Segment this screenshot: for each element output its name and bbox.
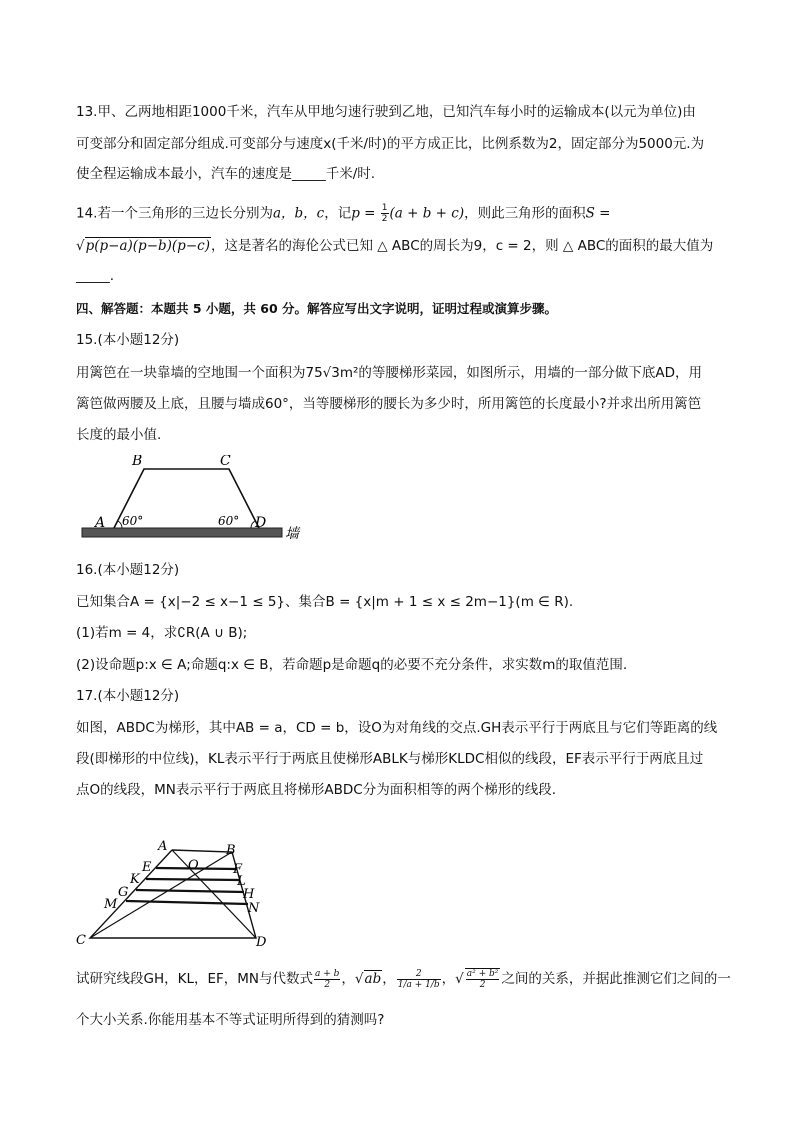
q14-s-eq: S = [585, 205, 611, 222]
q17-comma-1: ， [341, 971, 355, 987]
trapezoid-garden-figure [78, 455, 318, 550]
fig-label-E: E [142, 860, 152, 875]
q15-line-2: 篱笆做两腰及上底，且腰与墙成60°，当等腰梯形的腰长为多少时，所用篱笆的长度最小?并求出所用篱笆 [76, 396, 702, 412]
angle-right: 60° [218, 514, 240, 528]
fig-label-O: O [188, 858, 199, 873]
quadratic-mean-fraction: $\frac{\text{a² + b²}}{2}$ [466, 969, 499, 990]
fig-label-N: N [248, 901, 260, 916]
trapezoid-segments-figure [70, 838, 290, 953]
q13-line-1: 13.甲、乙两地相距1000千米，汽车从甲地匀速行驶到乙地，已知汽车每小时的运输成本(以元为单位)由 [76, 104, 696, 120]
fig-label-F: F [233, 862, 243, 877]
section-4-heading: 四、解答题：本题共 5 小题，共 60 分。解答应写出文字说明，证明过程或演算步骤。 [76, 301, 558, 316]
label-B: B [132, 455, 143, 469]
q17-line-5: 个大小关系.你能用基本不等式证明所得到的猜测吗? [76, 1012, 385, 1028]
q17-text-4e: 之间的关系，并据此推测它们之间的一 [501, 971, 731, 987]
heron-radicand: p(p−a)(p−b)(p−c) [85, 238, 210, 254]
q14-text-a: 14.若一个三角形的三边长分别为 [76, 205, 273, 222]
q15-header: 15.(本小题12分) [76, 332, 180, 348]
fig-label-D: D [256, 935, 267, 950]
q16-line-3: (2)设命题p:x ∈ A;命题q:x ∈ B，若命题p是命题q的必要不充分条件，求实数m的取值范围. [76, 657, 628, 673]
q16-line-1: 已知集合A = {x|−2 ≤ x−1 ≤ 5}、集合B = {x|m + 1 ≤ x ≤ 2m−1}(m ∈ R). [76, 594, 574, 610]
q17-header: 17.(本小题12分) [76, 688, 180, 704]
q17-text-4a: 试研究线段GH，KL，EF，MN与代数式 [76, 971, 314, 987]
sqrt-sign: √ [76, 238, 85, 254]
q17-line-2: 段(即梯形的中位线)，KL表示平行于两底且使梯形ABLK与梯形KLDC相似的线段，EF表示平行于两底且过 [76, 751, 704, 767]
fig-label-A: A [158, 839, 168, 854]
label-D: D [255, 515, 267, 531]
label-C: C [220, 455, 231, 469]
q14-line-3: _____. [76, 268, 115, 284]
q15-line-1: 用篱笆在一块靠墙的空地围一个面积为75√3m²的等腰梯形菜园，如图所示，用墙的一部分做下底AD，用 [76, 365, 703, 381]
fig-label-K: K [130, 872, 140, 887]
fig-label-L: L [237, 874, 246, 889]
sqrt-sign-2: √ [354, 971, 364, 987]
fig-label-C: C [76, 933, 86, 948]
fig-label-G: G [118, 885, 129, 900]
q17-comma-2: ， [382, 971, 396, 987]
q14-text-c: ，记 [324, 205, 352, 222]
label-A: A [95, 515, 106, 531]
q14-sides: a，b，c [272, 205, 325, 222]
q17-line-1: 如图，ABDC为梯形，其中AB = a，CD = b，设O为对角线的交点.GH表示平行于两底且与它们等距离的线 [76, 720, 718, 736]
q14-sum: (a + b + c) [389, 205, 465, 222]
geo-mean-radicand: ab [364, 971, 382, 987]
fig-label-M: M [104, 897, 118, 912]
q14-half-fraction: $\frac{1}{2}$ [381, 203, 388, 224]
q13-line-2: 可变部分和固定部分组成.可变部分与速度x(千米/时)的平方成正比，比例系数为2，固定部分为5000元.为 [76, 136, 705, 152]
q17-line-3: 点O的线段，MN表示平行于两底且将梯形ABDC分为面积相等的两个梯形的线段. [76, 782, 556, 798]
q13-line-3: 使全程运输成本最小，汽车的速度是_____千米/时. [76, 166, 376, 182]
q14-line-2 [76, 236, 713, 256]
q14-line-1 [76, 203, 610, 224]
q14-p-eq: p = [351, 205, 376, 222]
q17-comma-3: ， [441, 971, 456, 987]
label-wall: 墙 [285, 526, 299, 542]
q14-text-e: ，则此三角形的面积 [464, 205, 586, 222]
q14-text-2c: ，这是著名的海伦公式已知 △ ABC的周长为9，c = 2，则 △ ABC的面积的最大值为 [210, 238, 714, 254]
fig-label-B: B [226, 843, 236, 858]
fig-label-H: H [243, 887, 255, 902]
arith-mean-fraction: $\frac{a + b}{2}$ [315, 968, 340, 990]
q15-line-3: 长度的最小值. [76, 427, 162, 443]
harmonic-mean-fraction: $\frac{2}{1/a + 1/b}$ [397, 968, 440, 990]
q17-line-4 [76, 968, 731, 990]
q16-header: 16.(本小题12分) [76, 562, 180, 578]
q16-line-2: (1)若m = 4，求∁R(A ∪ B); [76, 625, 248, 641]
sqrt-sign-3: √ [455, 971, 464, 987]
angle-left: 60° [122, 514, 144, 528]
